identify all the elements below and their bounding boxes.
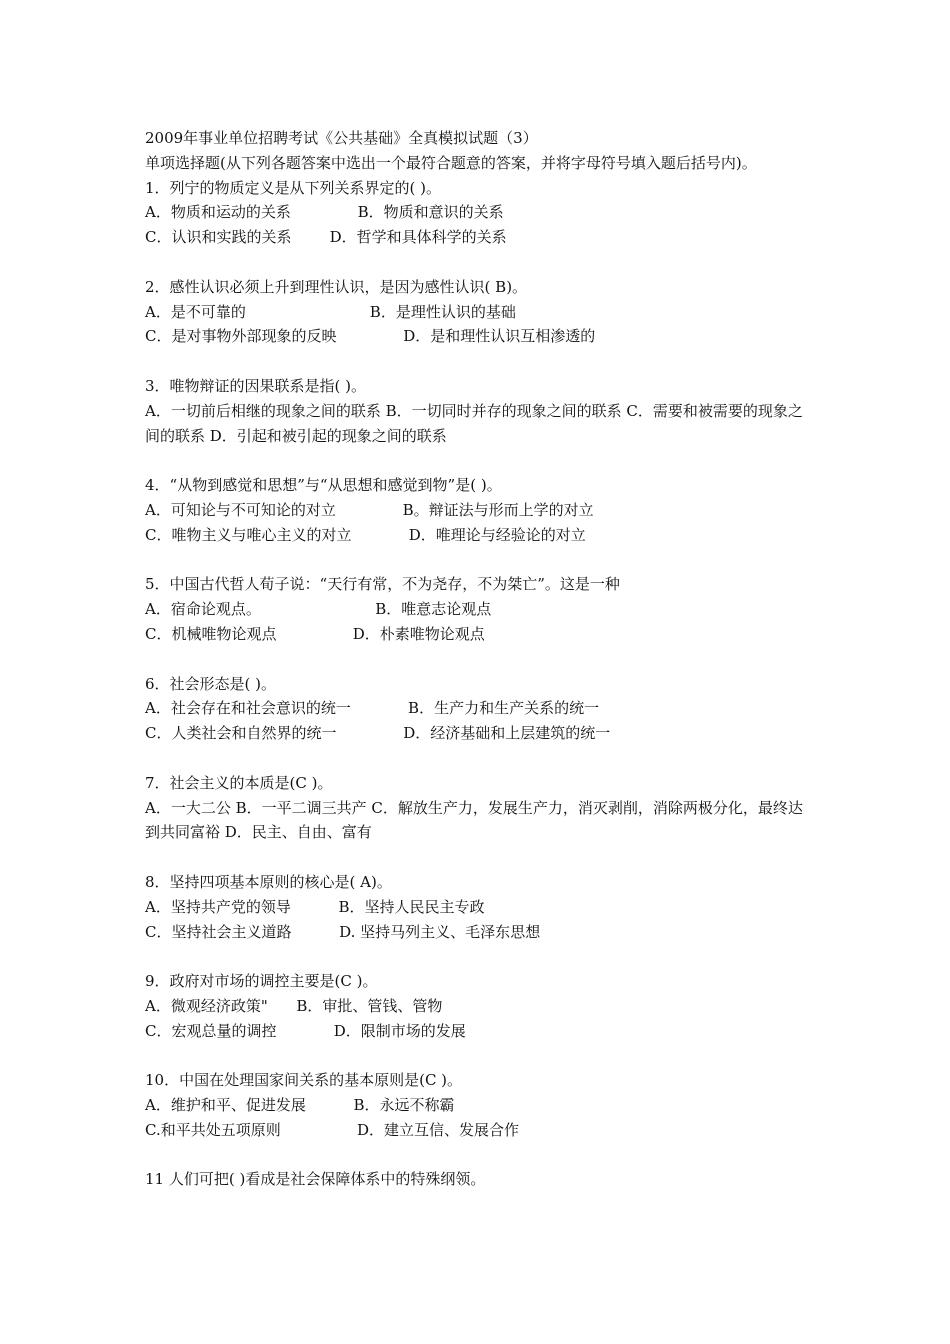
spacer <box>145 647 815 672</box>
spacer <box>145 349 815 374</box>
spacer <box>145 1143 815 1168</box>
options-paragraph: A．一大二公 B．一平二调三共产 C．解放生产力，发展生产力，消灭剥削，消除两极分化，最终达到共同富裕 D．民主、自由、富有 <box>145 798 803 842</box>
question-8 <box>145 870 815 944</box>
options-line: A．社会存在和社会意识的统一 B．生产力和生产关系的统一 <box>145 699 600 718</box>
options-line: A．是不可靠的 B．是理性认识的基础 <box>145 302 516 321</box>
question-stem: 4．“从物到感觉和思想”与“从思想和感觉到物”是( )。 <box>145 476 502 495</box>
question-9 <box>145 969 815 1043</box>
question-stem: 6．社会形态是( )。 <box>145 674 277 693</box>
options-line: A．微观经济政策" B．审批、管钱、管物 <box>145 996 443 1015</box>
question-11 <box>145 1167 815 1192</box>
instructions: 单项选择题(从下列各题答案中选出一个最符合题意的答案，并将字母符号填入题后括号内)。 <box>145 153 757 172</box>
options-line: C．是对事物外部现象的反映 D．是和理性认识互相渗透的 <box>145 327 596 346</box>
question-stem: 10．中国在处理国家间关系的基本原则是(C )。 <box>145 1071 463 1090</box>
options-line: A．宿命论观点。 B．唯意志论观点 <box>145 600 492 619</box>
question-1 <box>145 176 815 250</box>
question-10 <box>145 1068 815 1142</box>
options-line: A．坚持共产党的领导 B．坚持人民民主专政 <box>145 897 485 916</box>
spacer <box>145 448 815 473</box>
question-2 <box>145 275 815 349</box>
spacer <box>145 944 815 969</box>
options-line: C．宏观总量的调控 D．限制市场的发展 <box>145 1021 466 1040</box>
question-4 <box>145 473 815 547</box>
question-stem: 3．唯物辩证的因果联系是指( )。 <box>145 376 367 395</box>
question-3 <box>145 374 815 448</box>
options-line: A．可知论与不可知论的对立 B。辩证法与形而上学的对立 <box>145 500 594 519</box>
question-stem: 5．中国古代哲人荀子说：“天行有常，不为尧存，不为桀亡”。这是一种 <box>145 575 620 594</box>
document-page <box>145 126 815 1192</box>
question-stem: 7．社会主义的本质是(C )。 <box>145 773 333 792</box>
document-title: 2009年事业单位招聘考试《公共基础》全真模拟试题（3） <box>145 129 538 147</box>
question-stem: 1．列宁的物质定义是从下列关系界定的( )。 <box>145 178 442 197</box>
options-line: C．唯物主义与唯心主义的对立 D．唯理论与经验论的对立 <box>145 525 586 544</box>
question-stem: 2．感性认识必须上升到理性认识，是因为感性认识( B)。 <box>145 277 528 296</box>
options-line: C．人类社会和自然界的统一 D．经济基础和上层建筑的统一 <box>145 724 611 743</box>
question-6 <box>145 672 815 746</box>
options-line: A．物质和运动的关系 B．物质和意识的关系 <box>145 203 504 222</box>
spacer <box>145 250 815 275</box>
spacer <box>145 746 815 771</box>
question-5 <box>145 572 815 646</box>
options-paragraph: A．一切前后相继的现象之间的联系 B．一切同时并存的现象之间的联系 C．需要和被需要的现象之间的联系 D．引起和被引起的现象之间的联系 <box>145 401 803 445</box>
options-line: C．坚持社会主义道路 D. 坚持马列主义、毛泽东思想 <box>145 922 541 941</box>
question-stem: 9．政府对市场的调控主要是(C )。 <box>145 972 378 991</box>
question-7 <box>145 771 815 845</box>
spacer <box>145 845 815 870</box>
spacer <box>145 548 815 573</box>
options-line: A．维护和平、促进发展 B．永远不称霸 <box>145 1096 455 1115</box>
options-line: C.和平共处五项原则 D．建立互信、发展合作 <box>145 1120 520 1139</box>
question-stem: 8．坚持四项基本原则的核心是( A)。 <box>145 872 392 891</box>
options-line: C．机械唯物论观点 D．朴素唯物论观点 <box>145 624 485 643</box>
question-stem: 11 人们可把( )看成是社会保障体系中的特殊纲领。 <box>145 1170 486 1189</box>
options-line: C．认识和实践的关系 D．哲学和具体科学的关系 <box>145 228 507 247</box>
spacer <box>145 1043 815 1068</box>
